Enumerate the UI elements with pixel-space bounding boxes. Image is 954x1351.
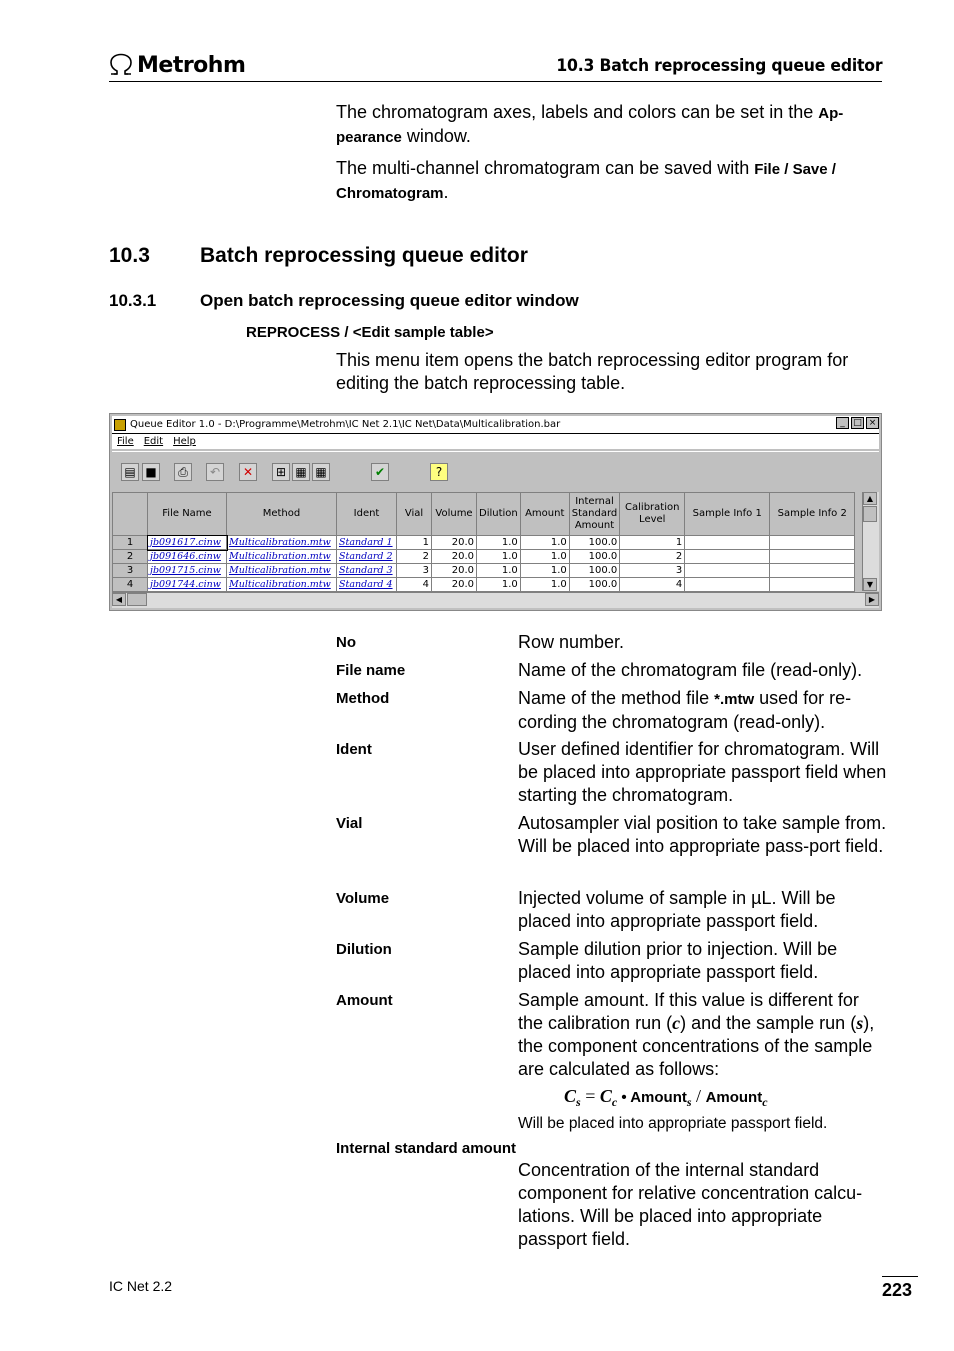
table-row[interactable]	[113, 550, 855, 564]
ui-term: /	[780, 161, 793, 178]
cell-vial[interactable]: 4	[397, 578, 432, 592]
column-header[interactable]: File Name	[148, 493, 227, 536]
row-number[interactable]: 4	[113, 578, 148, 592]
column-header[interactable]: Sample Info 1	[685, 493, 770, 536]
variable: s	[856, 1013, 864, 1033]
section-title: Batch reprocessing queue editor	[200, 244, 528, 267]
cell-info1[interactable]	[685, 536, 770, 550]
menu-edit[interactable]: Edit	[143, 436, 164, 447]
cell-isa[interactable]: 100.0	[569, 564, 620, 578]
table-row[interactable]	[113, 536, 855, 550]
formula-note: Will be placed into appropriate passport field.	[518, 1115, 828, 1132]
ui-term: Ap-	[818, 105, 844, 122]
scroll-down-icon[interactable]: ▼	[863, 578, 877, 591]
cell-volume[interactable]: 20.0	[432, 578, 477, 592]
column-header[interactable]: Amount	[520, 493, 569, 536]
variable: C	[599, 1086, 612, 1106]
ui-term: /	[827, 161, 836, 178]
text: ) and the sample run (	[680, 1013, 857, 1033]
running-header: 10.3 Batch reprocessing queue editor	[555, 56, 882, 76]
desc-volume: Injected volume of sample in µL. Will be placed into appropriate passport field.	[518, 888, 836, 931]
title-bar	[112, 416, 879, 434]
queue-editor-window	[109, 413, 882, 611]
text: .	[443, 182, 449, 202]
cell-ident[interactable]: Standard 3	[337, 564, 397, 578]
row-header-corner	[113, 493, 148, 536]
maximize-button[interactable]: □	[851, 417, 864, 429]
desc-file-name: Name of the chromatogram file (read-only).	[518, 660, 863, 680]
subsection-number: 10.3.1	[109, 291, 157, 310]
operator: •	[617, 1089, 631, 1106]
term: Amount	[630, 1089, 687, 1106]
cell-ident[interactable]: Standard 2	[337, 550, 397, 564]
cell-vial[interactable]: 2	[397, 550, 432, 564]
delete-icon[interactable]: ✕	[239, 463, 257, 481]
minimize-button[interactable]: _	[836, 417, 849, 429]
term-internal-standard-amount: Internal standard amount	[336, 1140, 517, 1157]
scroll-left-icon[interactable]: ◀	[112, 593, 126, 606]
cell-info2[interactable]	[770, 536, 855, 550]
column-header[interactable]: Ident	[337, 493, 397, 536]
row-number[interactable]: 3	[113, 564, 148, 578]
desc-internal-standard-amount: Concentration of the internal standard component for relative concentration calcu-lations. Will be placed into appropriate passport field.	[518, 1160, 863, 1249]
cell-info2[interactable]	[770, 550, 855, 564]
cell-isa[interactable]: 100.0	[569, 536, 620, 550]
menu-description: This menu item opens the batch reprocessing editor program for editing the batch reprocessing table.	[336, 350, 849, 393]
column-header[interactable]: Internal Standard Amount	[569, 493, 620, 536]
column-header[interactable]: Calibration Level	[620, 493, 685, 536]
desc-method	[518, 687, 888, 734]
cell-method[interactable]: Multicalibration.mtw	[227, 536, 337, 550]
cell-level[interactable]: 2	[620, 550, 685, 564]
metrohm-logo	[108, 50, 245, 80]
menu-path: REPROCESS / <Edit sample table>	[246, 324, 494, 341]
scroll-thumb[interactable]	[863, 506, 877, 522]
column-header[interactable]: Vial	[397, 493, 432, 536]
operator: =	[580, 1086, 600, 1106]
term-amount: Amount	[336, 992, 393, 1009]
insert-row-icon[interactable]: ⊞	[272, 463, 290, 481]
cell-ident[interactable]: Standard 4	[337, 578, 397, 592]
text: Sample amount. If this value is different for the calibration run (	[518, 990, 859, 1033]
help-icon[interactable]: ?	[430, 463, 448, 481]
menu-bar	[112, 434, 879, 449]
vertical-scrollbar[interactable]	[862, 492, 879, 591]
section-number: 10.3	[109, 244, 150, 267]
cell-method[interactable]: Multicalibration.mtw	[227, 550, 337, 564]
cell-file-name[interactable]: jb091617.cinw	[148, 536, 227, 550]
cell-file-name[interactable]: jb091646.cinw	[148, 550, 227, 564]
cell-file-name[interactable]: jb091744.cinw	[148, 578, 227, 592]
subsection-title: Open batch reprocessing queue editor window	[200, 291, 579, 310]
page-number: 223	[882, 1276, 918, 1301]
scroll-up-icon[interactable]: ▲	[863, 492, 877, 505]
close-button[interactable]: ×	[866, 417, 879, 429]
column-header[interactable]: Dilution	[477, 493, 521, 536]
table-row[interactable]	[113, 578, 855, 592]
ui-term: Chromatogram	[336, 185, 444, 202]
queue-table	[112, 492, 855, 592]
menu-help[interactable]: Help	[173, 436, 196, 447]
cell-ident[interactable]: Standard 1	[337, 536, 397, 550]
cell-level[interactable]: 3	[620, 564, 685, 578]
text: used for re-cording the chromatogram (read-only).	[518, 688, 852, 732]
app-icon	[114, 419, 126, 431]
section-heading	[109, 244, 528, 268]
window-title: Queue Editor 1.0 - D:\Programme\Metrohm\IC Net 2.1\IC Net\Data\Multicalibration.bar	[130, 419, 561, 430]
row-number[interactable]: 2	[113, 550, 148, 564]
print-icon[interactable]: ⎙	[174, 463, 192, 481]
desc-amount	[518, 989, 888, 1081]
cell-method[interactable]: Multicalibration.mtw	[227, 564, 337, 578]
toolbar	[112, 451, 879, 490]
text: Name of the method file	[518, 688, 715, 708]
footer-product: IC Net 2.2	[109, 1278, 173, 1294]
cell-level[interactable]: 4	[620, 578, 685, 592]
subscript: c	[762, 1095, 768, 1109]
cell-amount[interactable]: 1.0	[520, 564, 569, 578]
cell-dilution[interactable]: 1.0	[477, 578, 521, 592]
open-icon[interactable]: ▤	[121, 463, 139, 481]
intro-paragraph-2	[336, 157, 881, 205]
desc-vial: Autosampler vial position to take sample from. Will be placed into appropriate pass-port field.	[518, 813, 887, 856]
desc-dilution: Sample dilution prior to injection. Will be placed into appropriate passport field.	[518, 939, 838, 982]
intro-paragraph-1	[336, 101, 876, 149]
row-number[interactable]: 1	[113, 536, 148, 550]
cell-file-name[interactable]: jb091715.cinw	[148, 564, 227, 578]
column-header[interactable]: Method	[227, 493, 337, 536]
column-header[interactable]: Sample Info 2	[770, 493, 855, 536]
omega-icon	[108, 53, 134, 77]
cell-amount[interactable]: 1.0	[520, 578, 569, 592]
scroll-thumb[interactable]	[127, 593, 147, 606]
cell-level[interactable]: 1	[620, 536, 685, 550]
cell-info1[interactable]	[685, 550, 770, 564]
table-icon[interactable]: ▦	[312, 463, 330, 481]
cell-vial[interactable]: 1	[397, 536, 432, 550]
cell-isa[interactable]: 100.0	[569, 578, 620, 592]
table-row[interactable]	[113, 564, 855, 578]
cell-method[interactable]: Multicalibration.mtw	[227, 578, 337, 592]
text: ), the component concentrations of the sample are calculated as follows:	[518, 1013, 875, 1079]
cell-amount[interactable]: 1.0	[520, 550, 569, 564]
variable: C	[564, 1086, 577, 1106]
cell-info1[interactable]	[685, 578, 770, 592]
horizontal-scrollbar[interactable]	[112, 592, 879, 608]
ui-term: Save	[792, 161, 828, 178]
term: Amount	[705, 1089, 763, 1106]
term-file-name: File name	[336, 662, 406, 679]
menu-file[interactable]: File	[117, 436, 134, 447]
cell-info1[interactable]	[685, 564, 770, 578]
column-header[interactable]: Volume	[432, 493, 477, 536]
text: The multi-channel chromatogram can be saved with	[336, 158, 755, 178]
scroll-right-icon[interactable]: ▶	[865, 593, 879, 606]
desc-no: Row number.	[518, 632, 625, 652]
term-dilution: Dilution	[336, 941, 392, 958]
cell-dilution[interactable]: 1.0	[477, 564, 521, 578]
header-rule	[109, 81, 882, 82]
operator: /	[691, 1086, 706, 1106]
subscript: s	[686, 1095, 692, 1109]
desc-ident: User defined identifier for chromatogram. Will be placed into appropriate passport field when starting the chromatogram.	[518, 739, 887, 805]
save-icon[interactable]: ■	[142, 463, 160, 481]
file-extension: *.mtw	[714, 691, 755, 708]
logo-text: Metrohm	[137, 52, 246, 78]
cell-volume[interactable]: 20.0	[432, 536, 477, 550]
cell-info2[interactable]	[770, 578, 855, 592]
fill-down-icon[interactable]: ▦	[292, 463, 310, 481]
variable: c	[672, 1013, 681, 1033]
cell-dilution[interactable]: 1.0	[477, 550, 521, 564]
table-header-row	[113, 493, 855, 536]
term-ident: Ident	[336, 741, 372, 758]
check-icon[interactable]: ✔	[371, 463, 389, 481]
ui-term: File	[754, 161, 781, 178]
term-method: Method	[336, 690, 390, 707]
term-volume: Volume	[336, 890, 390, 907]
term-vial: Vial	[336, 815, 363, 832]
term-no: No	[336, 634, 356, 651]
cell-isa[interactable]: 100.0	[569, 550, 620, 564]
cell-volume[interactable]: 20.0	[432, 564, 477, 578]
text: The chromatogram axes, labels and colors can be set in the	[336, 102, 819, 122]
subsection-heading	[109, 291, 579, 311]
cell-volume[interactable]: 20.0	[432, 550, 477, 564]
cell-info2[interactable]	[770, 564, 855, 578]
ui-term: pearance	[336, 129, 402, 146]
subscript: s	[576, 1095, 581, 1109]
window-controls	[836, 417, 879, 429]
concentration-formula	[564, 1086, 768, 1110]
text: window.	[401, 126, 471, 146]
cell-vial[interactable]: 3	[397, 564, 432, 578]
undo-icon[interactable]: ↶	[206, 463, 224, 481]
cell-amount[interactable]: 1.0	[520, 536, 569, 550]
cell-dilution[interactable]: 1.0	[477, 536, 521, 550]
subscript: c	[611, 1095, 618, 1109]
